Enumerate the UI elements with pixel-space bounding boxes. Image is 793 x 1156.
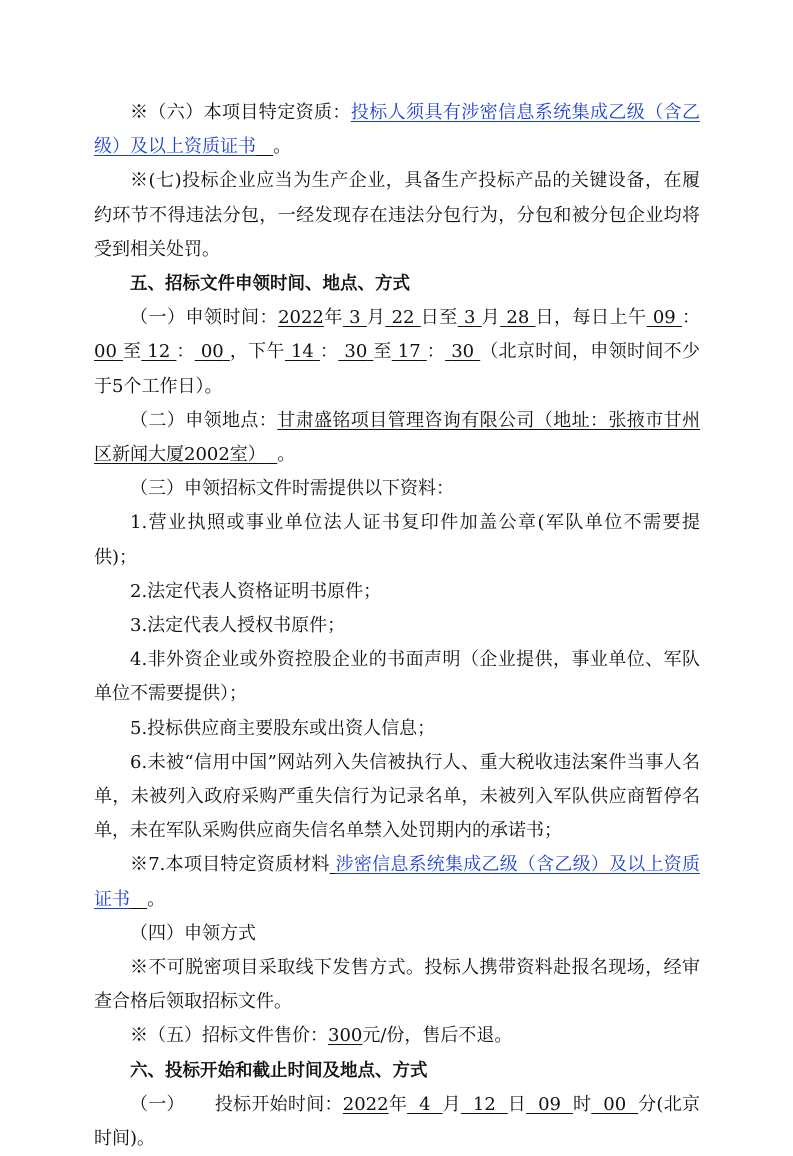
year-field: 2022 <box>278 307 324 329</box>
application-place-paragraph: （二）申领地点：甘肃盛铭项目管理咨询有限公司（地址：张掖市甘州区新闻大厦2002室） 。 <box>94 409 701 466</box>
list-item: 6.未被“信用中国”网站列入失信被执行人、重大税收违法案件当事人名单，未被列入政府采购严重失信行为记录名单，未被列入军队供应商暂停名单，未在军队采购供应商失信名单禁入处罚期内的承诺书； <box>94 751 700 842</box>
application-time-paragraph: （一）申领时间：2022年 3 月 22 日至 3 月 28 日，每日上午 09 ：00 至 12 ： 00 ，下午 14 ： 30 至 17 ： 30 （北京时间，申领时间不少于5个工作日）。 <box>94 307 701 397</box>
end-day-field: 28 <box>506 307 530 329</box>
section-5-heading: 五、招标文件申领时间、地点、方式 <box>130 274 410 295</box>
qualification-paragraph: ※（六）本项目特定资质：投标人须具有涉密信息系统集成乙级（含乙级）及以上资质证书 。 <box>94 102 701 158</box>
required-materials-heading: （三）申领招标文件时需提供以下资料： <box>130 478 454 500</box>
qualification-link[interactable]: 投标人须具有涉密信息系统集成乙级（含乙级）及以上资质证书 <box>94 102 701 158</box>
subcontract-paragraph: ※(七)投标企业应当为生产企业，具备生产投标产品的关键设备，在履约环节不得违法分包，一经发现存在违法分包行为，分包和被分包企业均将受到相关处罚。 <box>94 170 700 260</box>
list-item: 2.法定代表人资格证明书原件； <box>130 580 382 602</box>
application-address: 甘肃盛铭项目管理咨询有限公司（地址：张掖市甘州区新闻大厦2002室） <box>94 409 701 466</box>
start-month-field: 3 <box>349 307 361 329</box>
start-day-field: 22 <box>391 307 415 329</box>
list-item: 5.投标供应商主要股东或出资人信息； <box>130 717 436 739</box>
qualification-material-link[interactable]: 涉密信息系统集成乙级（含乙级）及以上资质证书 <box>94 854 700 910</box>
list-item: 1.营业执照或事业单位法人证书复印件加盖公章(军队单位不需要提供)； <box>94 512 700 568</box>
document-page <box>94 96 700 1156</box>
list-item: 4.非外资企业或外资控股企业的书面声明（企业提供，事业单位、军队单位不需要提供）； <box>94 649 700 705</box>
price-value: 300 <box>328 1025 363 1047</box>
qualification-label: ※（六）本项目特定资质： <box>130 102 351 123</box>
application-method-heading: （四）申领方式 <box>130 922 256 944</box>
bid-start-paragraph: （一） 投标开始时间：2022年 4 月 12 日 09 时 00 分(北京时间)。 <box>94 1093 701 1150</box>
application-method-paragraph: ※不可脱密项目采取线下发售方式。投标人携带资料赴报名现场，经审查合格后领取招标文件。 <box>94 957 700 1013</box>
section-6-heading: 六、投标开始和截止时间及地点、方式 <box>130 1060 428 1081</box>
price-paragraph: ※（五）招标文件售价：300元/份，售后不退。 <box>130 1025 513 1047</box>
end-month-field: 3 <box>463 307 476 329</box>
list-item-qualification: ※7.本项目特定资质材料 涉密信息系统集成乙级（含乙级）及以上资质证书 。 <box>94 854 700 910</box>
list-item: 3.法定代表人授权书原件； <box>130 615 346 637</box>
